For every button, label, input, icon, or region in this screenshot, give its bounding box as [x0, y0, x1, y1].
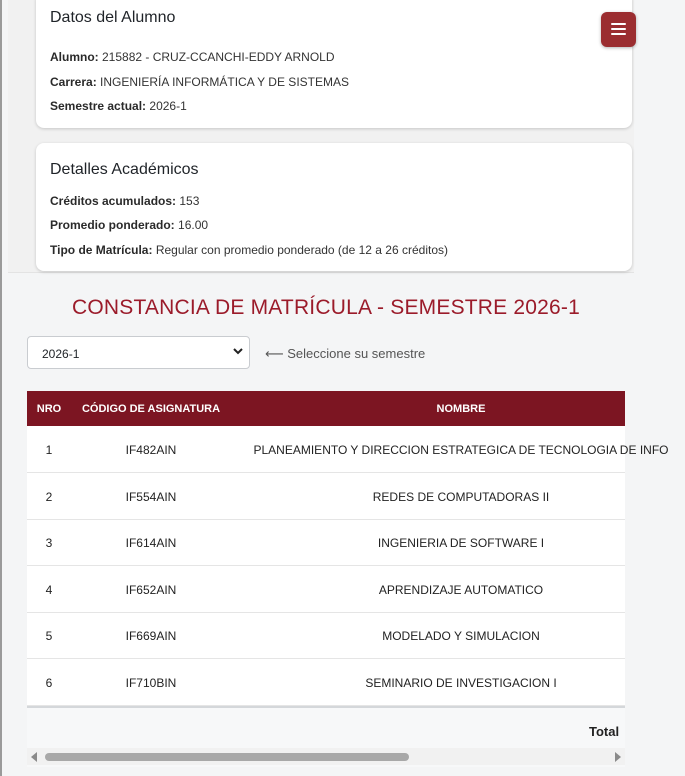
student-data-card — [36, 0, 632, 128]
career-label: Carrera: — [50, 75, 97, 89]
total-label: Total — [589, 724, 620, 739]
hamburger-icon-bar — [611, 28, 626, 30]
page-title: CONSTANCIA DE MATRÍCULA - SEMESTRE 2026-1 — [71, 296, 581, 319]
cell-name: MODELADO Y SIMULACION — [382, 629, 540, 643]
table-row — [27, 566, 625, 613]
hamburger-icon — [611, 23, 626, 25]
hamburger-icon-bar — [611, 33, 626, 35]
career-value: INGENIERÍA INFORMÁTICA Y DE SISTEMAS — [100, 75, 349, 89]
cell-name: SEMINARIO DE INVESTIGACION I — [365, 676, 557, 690]
cell-nro: 5 — [45, 629, 53, 643]
enrollment-type-label: Tipo de Matrícula: — [50, 243, 153, 257]
cell-code: IF669AIN — [125, 629, 177, 643]
student-row — [50, 50, 335, 64]
academic-details-card — [36, 143, 632, 271]
semester-hint: ⟵ Seleccione su semestre — [265, 346, 426, 361]
cell-code: IF482AIN — [125, 443, 177, 457]
column-header-nro: NRO — [36, 403, 62, 415]
scrollbar-thumb[interactable] — [45, 753, 409, 761]
cell-name: APRENDIZAJE AUTOMATICO — [378, 583, 544, 597]
horizontal-scrollbar[interactable] — [27, 748, 625, 765]
enrollment-type-row — [50, 243, 448, 257]
table-row — [27, 426, 669, 473]
student-card-title: Datos del Alumno — [50, 9, 176, 26]
cell-nro: 3 — [45, 536, 53, 550]
career-row — [50, 75, 349, 89]
table-row — [27, 612, 625, 659]
cell-code: IF710BIN — [125, 676, 177, 690]
table-row — [27, 473, 625, 520]
semester-select[interactable] — [27, 336, 250, 369]
window-edge — [0, 0, 2, 776]
student-value: 215882 - CRUZ-CCANCHI-EDDY ARNOLD — [102, 50, 335, 64]
cell-code: IF614AIN — [125, 536, 177, 550]
table-header — [27, 391, 625, 426]
cell-code: IF652AIN — [125, 583, 177, 597]
semester-select-value: 2026-1 — [42, 347, 80, 361]
enrollment-table — [27, 391, 669, 765]
cell-nro: 6 — [45, 676, 53, 690]
average-row — [50, 218, 208, 232]
cell-nro: 2 — [45, 490, 53, 504]
column-header-name: NOMBRE — [436, 403, 486, 415]
scroll-right-icon[interactable] — [615, 752, 621, 762]
cell-nro: 4 — [45, 583, 53, 597]
cell-code: IF554AIN — [125, 490, 177, 504]
average-value: 16.00 — [178, 218, 209, 232]
cell-nro: 1 — [45, 443, 53, 457]
column-header-code: CÓDIGO DE ASIGNATURA — [81, 403, 221, 415]
cell-name: INGENIERIA DE SOFTWARE I — [377, 536, 545, 550]
student-label: Alumno: — [50, 50, 99, 64]
semester-label: Semestre actual: — [50, 99, 147, 113]
table-row — [27, 519, 625, 566]
semester-row — [50, 99, 187, 113]
menu-button[interactable] — [601, 12, 636, 47]
credits-label: Créditos acumulados: — [50, 194, 177, 208]
semester-value: 2026-1 — [149, 99, 187, 113]
credits-value: 153 — [179, 194, 200, 208]
average-label: Promedio ponderado: — [50, 218, 175, 232]
academic-card-title: Detalles Académicos — [50, 161, 199, 178]
chevron-down-icon — [233, 346, 243, 356]
table-row — [27, 659, 625, 706]
cell-name: REDES DE COMPUTADORAS II — [372, 490, 550, 504]
credits-row — [50, 194, 199, 208]
scroll-left-icon[interactable] — [31, 752, 37, 762]
student-info-panel — [8, 0, 634, 273]
cell-name: PLANEAMIENTO Y DIRECCION ESTRATEGICA DE TECNOLOGIA DE INFO — [253, 443, 669, 457]
enrollment-type-value: Regular con promedio ponderado (de 12 a 26 créditos) — [155, 243, 448, 257]
